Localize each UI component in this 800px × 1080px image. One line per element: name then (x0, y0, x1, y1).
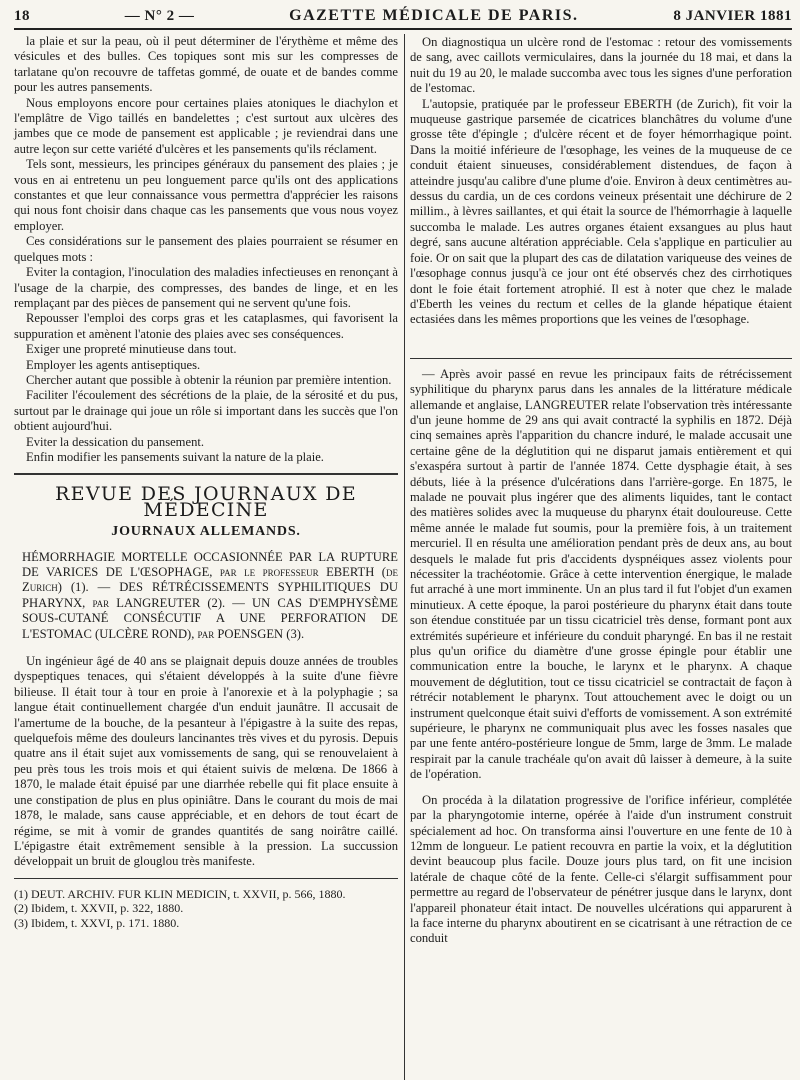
paragraph: Faciliter l'écoulement des sécrétions de la plaie, de la sérosité et du pus, surtout par le drainage qui joue un rôle si important dans les succès que l'on obtient aujourd'hui. (14, 388, 398, 434)
paragraph: L'autopsie, pratiquée par le professeur EBERTH (de Zurich), fit voir la muqueuse gastrique parsemée de cicatrices blanchâtres du volume d'une grosse tête d'épingle ; d'ulcère récent et de foyer hémorrhagique point. Dans la moitié inférieure de l'œsophage, les veines de la muqueuse de ce conduit étaient sinueuses, considérablement distendues, de façon à atteindre jusqu'au calibre d'une plume d'oie. Environ à deux centimètres au-dessus du cardia, un de ces cordons veineux présentait une déchirure de 2 millim., à lèvres saillantes, et qui était la source de l'hémorrhagie à laquelle succomba le malade. Les autres organes étaient exsangues au plus haut degré, sans aucune altération appréciable. Cela s'applique en particulier au foie. Or on sait que la plupart des cas de dilatation variqueuse des veines de l'œsophage connus jusqu'à ce jour ont été observés chez des cirrhotiques dont le foie était fortement atrophié. Il est à noter que chez le malade d'Eberth les veines du rectum et celles de la glande hépatique étaient ectasiées dans les mêmes proportions que les veines de l'œsophage. (410, 96, 792, 327)
issue-date: 8 JANVIER 1881 (673, 7, 792, 24)
issue-number: — N° 2 — (124, 7, 195, 24)
paragraph: On diagnostiqua un ulcère rond de l'estomac : retour des vomissements de sang, avec caillots vermiculaires, dans la journée du 18 mai, et dans la nuit du 19 au 20, le malade succomba avec tous les signes d'une perforation de l'estomac. (410, 35, 792, 96)
section-title: REVUE DES JOURNAUX DE MÉDECINE (55, 483, 357, 521)
subsection-title: JOURNAUX ALLEMANDS. (111, 524, 301, 540)
paragraph: On procéda à la dilatation progressive de l'orifice inférieur, complétée par la pharyngotomie interne, opérée à l'aide d'un instrument construit spécialement ad hoc. On transforma ainsi l'ouverture en une fente de 10 à 12mm de longueur. Le patient recouvra en partie la voix, et la déglutition devint beaucoup plus facile. Douze jours plus tard, on fit une incision latérale de chaque côté de la fente. Celle-ci s'élargit suffisamment pour permettre au regard de l'observateur de pénétrer jusque dans le larynx, dont l'appareil phonateur était intact. De nouvelles ulcérations qui apparurent à la face interne du pharynx aboutirent en se cicatrisant à une rétraction de ce conduit (410, 792, 792, 946)
page-header (14, 4, 792, 30)
footnote: (1) DEUT. ARCHIV. FUR KLIN MEDICIN, t. XXVII, p. 566, 1880. (14, 886, 346, 901)
footnote: (3) Ibidem, t. XXVI, p. 171. 1880. (14, 915, 180, 930)
paragraph: Eviter la contagion, l'inoculation des maladies infectieuses en renonçant à l'usage de la charpie, des compresses, des bandes de linge, et en les remplaçant par des pièces de pansement qui ne servent qu'une fois. (14, 265, 398, 310)
column-divider (404, 34, 405, 1080)
article-summary: HÉMORRHAGIE MORTELLE OCCASIONNÉE PAR LA RUPTURE DE VARICES DE L'ŒSOPHAGE, par le professeur EBERTH (de Zurich) (1). — DES RÉTRÉCISSEMENTS SYPHILITIQUES DU PHARYNX, par LANGREUTER (2). — UN CAS D'EMPHYSÈME SOUS-CUTANÉ CONSÉCUTIF A UNE PERFORATION DE L'ESTOMAC (ULCÈRE ROND), par POENSGEN (3). (22, 549, 398, 641)
paragraph: Tels sont, messieurs, les principes généraux du pansement des plaies ; je vous en ai entretenu un peu longuement parce qu'ils ont des applications constantes et que leur connaissance vous permettra d'apprécier les raisons qui nous font choisir dans chaque cas les pansements que vous nous voyez employer. (14, 157, 398, 233)
paragraph: Nous employons encore pour certaines plaies atoniques le diachylon et l'emplâtre de Vigo taillés en bandelettes ; c'est surtout aux ulcères des jambes que ce mode de pansement est applicable ; je reviendrai dans une autre leçon sur cette variété d'ulcères et les pansements qu'ils réclament. (14, 95, 398, 156)
paragraph: — Après avoir passé en revue les principaux faits de rétrécissement syphilitique du pharynx parus dans les annales de la littérature médicale allemande et anglaise, LANGREUTER relate l'observation très intéressante d'un jeune homme de 29 ans qui avait contracté la syphilis en 1872. Déjà cinq semaines après l'apparition du chancre induré, le malade accusait une certaine gêne de la déglutition qui ne disparut jamais entièrement et qui s'exaspéra surtout à partir de l'année 1874. Cette dysphagie était, à ses débuts, liée à la présence d'ulcérations dans l'arrière-gorge. En 1875, le malade ne pouvait plus ingérer que des aliments liquides, tant le contact des matières solides avec la muqueuse du pharynx était douloureuse. Cette même année le malade fut soumis, pour la première fois, à un traitement mercuriel. Il en résulta une amélioration pendant près de deux ans, au bout desquels le malade fut pris d'accidents dyspnéiques assez violents pour nécessiter la trachéotomie. Grâce à cette intervention énergique, le malade fut arraché à une mort imminente. Un an plus tard il fut l'objet d'un examen minutieux. A cette époque, la paroi postérieure du pharynx était dans toute son étendue constituée par un tissu cicatriciel très dense, formant pont aux extrémités supérieure et inférieure du conduit pharyngé. En bas il ne restait plus qu'un orifice du diamètre d'une grosse épingle pour établir une communication entre la bouche, le larynx et le pharynx. A chaque mouvement de déglutition, tout ce tissu cicatriciel se contractait de façon à rétrécir notablement le pharynx. Tout attouchement avec le doigt ou un instrument quelconque était suivi d'efforts de vomissement. A son extrémité supérieure, le pharynx ne communiquait plus avec les fosses nasales que par une fente antéro-postérieure longue de 5mm, large de 3mm. Le malade respirait par la canule trachéale qu'on avait dû laisser à demeure, à la suite de l'opération. (410, 366, 792, 782)
case-report: Un ingénieur âgé de 40 ans se plaignait depuis douze années de troubles dyspeptiques tenaces, qui s'étaient développés à la suite d'une fièvre bilieuse. Il était tour à tour en proie à l'anorexie et à la polyphagie ; sa langue était continuellement chargée d'un enduit jaunâtre. Il accusait de l'amertume de la bouche, de la pesanteur à l'épigastre à la suite des repas, quelquefois même des douleurs lancinantes très vives et du pyrosis. Depuis quatre ans il était sujet aux vomissements de sang, qui se renouvelaient à peu près tous les trois mois et qui étaient suivis de melœna. De 1866 à 1870, le malade était épuisé par une diarrhée rebelle qui fit place ensuite à une constipation de plus en plus opiniâtre. Dans le courant du mois de mai 1878, le malade, sans cause appréciable, et en dehors de tout écart de régime, se mit à vomir de grandes quantités de sang noirâtre caillé. L'épigastre était extrêmement sensible à la pression. La succussion développait un bruit de glouglou très manifeste. (14, 654, 398, 869)
paragraph: la plaie et sur la peau, où il peut déterminer de l'érythème et même des vésicules et des bulles. Ces topiques sont mis sur les compresses de tarlatane qu'on recouvre de taffetas gommé, de ouate et de bandes comme pour les autres pansements. (14, 34, 398, 95)
paragraph: Ces considérations sur le pansement des plaies pourraient se résumer en quelques mots : (14, 234, 398, 264)
left-column (14, 34, 398, 930)
paragraph: Employer les agents antiseptiques. (26, 357, 201, 372)
right-column (410, 35, 792, 947)
footnote-rule (14, 878, 398, 879)
article-separator (410, 358, 792, 359)
paragraph: Repousser l'emploi des corps gras et les cataplasmes, qui favorisent la suppuration et amènent l'atonie des plaies avec ses conséquences. (14, 311, 398, 341)
page-number: 18 (14, 7, 30, 24)
section-rule (14, 473, 398, 475)
journal-title: GAZETTE MÉDICALE DE PARIS. (289, 7, 579, 24)
footnotes (14, 887, 398, 931)
paragraph: Chercher autant que possible à obtenir la réunion par première intention. (26, 372, 392, 387)
paragraph: Enfin modifier les pansements suivant la nature de la plaie. (26, 449, 324, 464)
footnote: (2) Ibidem, t. XXVII, p. 322, 1880. (14, 901, 184, 916)
paragraph: Exiger une propreté minutieuse dans tout. (26, 342, 237, 357)
paragraph: Eviter la dessication du pansement. (26, 434, 205, 449)
